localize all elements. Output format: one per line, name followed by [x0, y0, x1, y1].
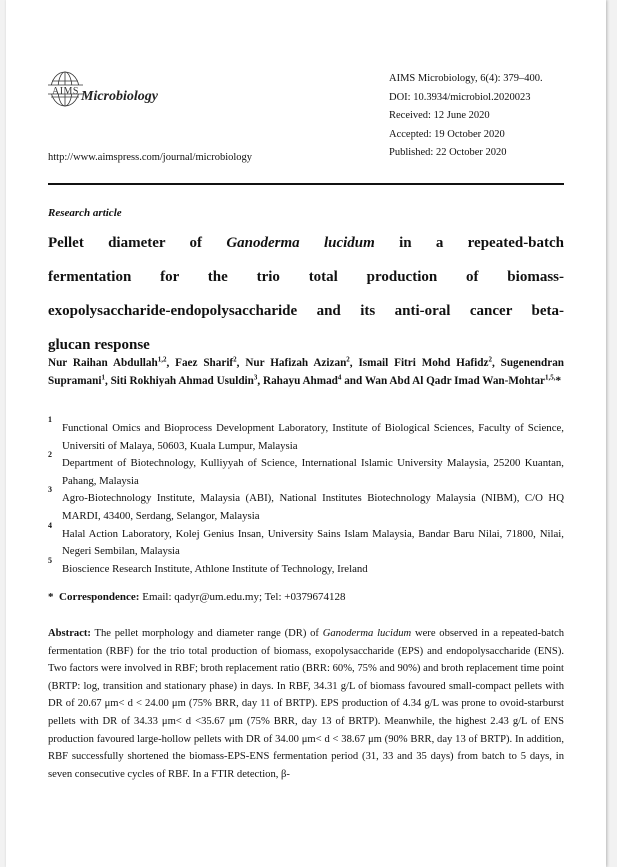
author: Wan Abd Al Qadr Imad Wan-Mohtar$^{1,5,}$* — [364, 373, 562, 387]
title-line-2: fermentation for the trio total production of biomass- — [48, 269, 564, 285]
abstract: Abstract: The pellet morphology and diameter range (DR) of Ganoderma lucidum were observed in a repeated-batch fermentation (RBF) for the trio total production of biomass, exopolysaccharide (EPS) and endopolysaccharide (ENS). Two factors were involved in RBF; broth replacement ratio (BRR: 60%, 75% and 90%) and broth replacement time point (BRTP: log, transition and stationary phase) in days. In RBF, 34.31 g/L of biomass favoured small-compact pellets with DR of 20.67 μm< d < 24.00 μm (75% BRR, day 11 of BRTP). EPS production of 4.34 g/L was prone to ovoid-starburst pellets with DR of 34.33 μm< d <35.67 μm (75% BRR, day 13 of BRTP). Meanwhile, the highest 2.43 g/L of ENS production favoured large-hollow pellets with DR of 34.00 μm< d < 38.67 μm (90% BRR, day 13 of BRTP). In addition, RBF successfully shortened the biomass-EPS-ENS fermentation period (31, 33 and 35 days) from batch to 5 days, in seven consecutive cycles of RBF. In a FTIR detection, β- — [48, 628, 565, 780]
article-type: Research article — [48, 207, 122, 219]
doi: DOI: 10.3934/microbiol.2020023 — [389, 91, 531, 103]
correspondence-contact[interactable]: Email: qadyr@um.edu.my; Tel: +0379674128 — [142, 591, 346, 603]
author-list — [48, 354, 564, 390]
article-title — [48, 226, 564, 362]
article-metadata — [389, 70, 543, 163]
affiliation-list — [48, 415, 564, 578]
published-date: Published: 22 October 2020 — [389, 147, 507, 158]
abstract-label: Abstract: — [48, 628, 91, 639]
correspondence: * Correspondence: Email: qadyr@um.edu.my; Tel: +0379674128 — [48, 591, 346, 603]
title-line-1: Pellet diameter of Ganoderma lucidum in a repeated-batch — [48, 235, 565, 251]
author: Faez Sharif$^2$, — [175, 355, 246, 369]
received-date: Received: 12 June 2020 — [389, 110, 490, 121]
author: Siti Rokhiyah Ahmad Usuldin$^3$, — [110, 373, 263, 387]
affiliation: 1 Functional Omics and Bioprocess Development Laboratory, Institute of Biological Sciences, Faculty of Science, Universiti of Malaya, 50603, Kuala Lumpur, Malaysia — [48, 415, 564, 452]
affiliation: 2 Department of Biotechnology, Kulliyyah of Science, International Islamic University Malaysia, 25200 Kuantan, Pahang, Malaysia — [48, 450, 564, 487]
title-species: Ganoderma lucidum — [226, 235, 375, 251]
author: Rahayu Ahmad$^4$ and — [262, 373, 365, 387]
author: Sugenendran Supramani$^1$, — [48, 357, 565, 387]
author: Nur Hafizah Azizan$^2$, — [245, 355, 359, 369]
author: Ismail Fitri Mohd Hafidz$^2$, — [358, 355, 501, 369]
aims-logo-text: AIMS — [51, 86, 79, 97]
title-line-4: glucan response — [48, 337, 150, 353]
journal-name: Microbiology — [81, 89, 158, 104]
citation: AIMS Microbiology, 6(4): 379–400. — [389, 73, 543, 84]
paper-page — [6, 0, 606, 867]
accepted-date: Accepted: 19 October 2020 — [389, 128, 505, 140]
title-line-3: exopolysaccharide-endopolysaccharide and its anti-oral cancer beta- — [48, 303, 564, 319]
affiliation: 3 Agro-Biotechnology Institute, Malaysia (ABI), National Institutes Biotechnology Malaysia (NIBM), C/O HQ MARDI, 43400, Serdang, Selangor, Malaysia — [48, 485, 564, 522]
affiliation: 5 Bioscience Research Institute, Athlone Institute of Technology, Ireland — [48, 555, 368, 575]
affiliation: 4 Halal Action Laboratory, Kolej Genius Insan, University Sains Islam Malaysia, Bandar Baru Nilai, 71800, Nilai, Negeri Sembilan, Malaysia — [48, 520, 564, 558]
author: Nur Raihan Abdullah$^{1,2}$, — [48, 355, 176, 369]
journal-url[interactable]: http://www.aimspress.com/journal/microbiology — [48, 152, 253, 163]
correspondence-label: Correspondence: — [59, 591, 140, 603]
header-divider — [48, 183, 564, 185]
